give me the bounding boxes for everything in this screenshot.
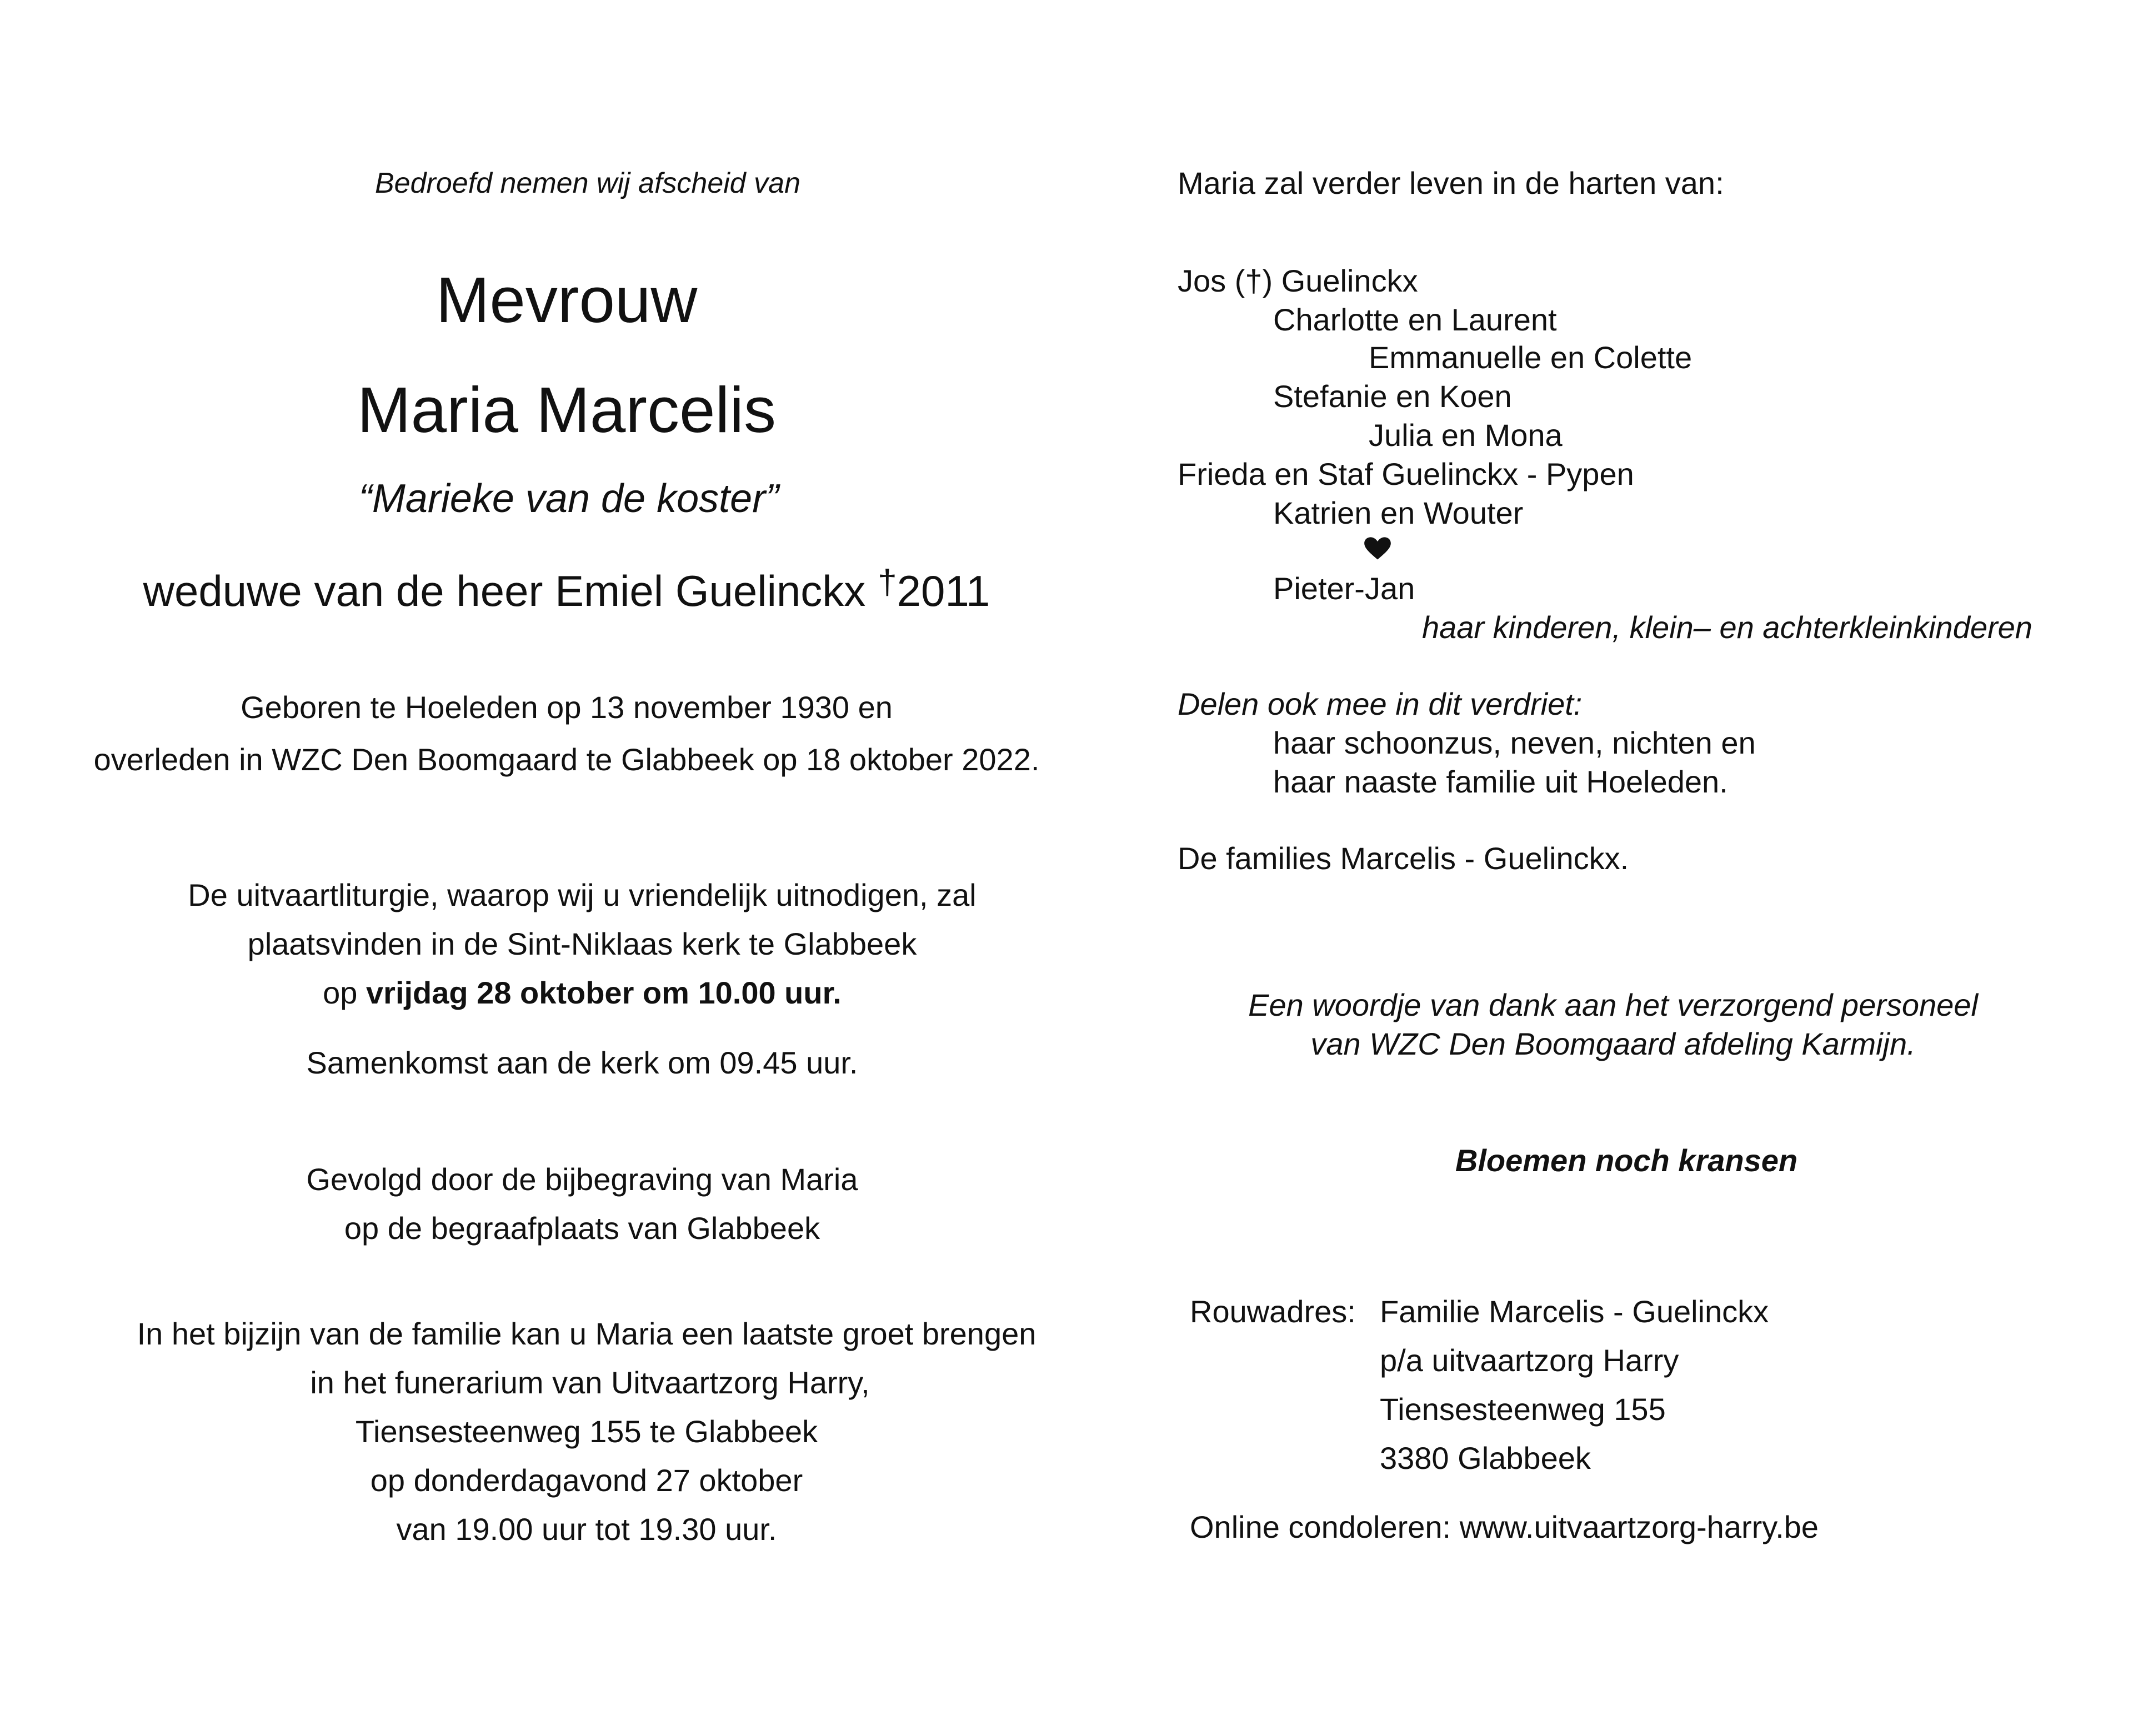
online-condolence: Online condoleren: www.uitvaartzorg-harry.be	[1190, 1509, 1819, 1544]
liturgy-datetime: vrijdag 28 oktober om 10.00 uur.	[366, 975, 842, 1010]
thanks-line-2: van WZC Den Boomgaard afdeling Karmijn.	[1310, 1026, 1916, 1061]
burial-line-2: op de begraafplaats van Glabbeek	[344, 1211, 820, 1246]
share-line-2: haar naaste familie uit Hoeleden.	[1273, 764, 1728, 799]
address-line: Familie Marcelis - Guelinckx	[1380, 1294, 1769, 1329]
visit-line-4: op donderdagavond 27 oktober	[370, 1463, 803, 1498]
birth-line-2: overleden in WZC Den Boomgaard te Glabbeek op 18 oktober 2022.	[93, 742, 1040, 777]
family-member: Katrien en Wouter	[1273, 495, 1524, 530]
heart-icon	[1363, 534, 1392, 563]
liturgy-line-2: plaatsvinden in de Sint-Niklaas kerk te Glabbeek	[247, 926, 917, 961]
share-heading: Delen ook mee in dit verdriet:	[1178, 686, 1583, 721]
family-heading: Maria zal verder leven in de harten van:	[1178, 165, 1724, 200]
family-member: Frieda en Staf Guelinckx - Pypen	[1178, 456, 1634, 491]
family-member: Stefanie en Koen	[1273, 379, 1512, 414]
family-member: Jos (†) Guelinckx	[1178, 263, 1418, 298]
deceased-name: Maria Marcelis	[357, 374, 777, 446]
address-label: Rouwadres:	[1190, 1294, 1356, 1329]
nickname-text: “Marieke van de koster”	[358, 476, 779, 521]
burial-line-1: Gevolgd door de bijbegraving van Maria	[306, 1162, 858, 1197]
share-line-1: haar schoonzus, neven, nichten en	[1273, 725, 1756, 760]
cross-icon: †	[877, 563, 897, 601]
liturgy-prefix: op	[323, 975, 366, 1010]
intro-text: Bedroefd nemen wij afscheid van	[374, 167, 801, 199]
visit-line-1: In het bijzijn van de familie kan u Maria een laatste groet brengen	[137, 1316, 1037, 1351]
gathering-text: Samenkomst aan de kerk om 09.45 uur.	[306, 1045, 858, 1080]
family-member: Charlotte en Laurent	[1273, 302, 1557, 337]
widow-year: 2011	[897, 566, 990, 615]
flowers-note: Bloemen noch kransen	[1455, 1143, 1798, 1178]
liturgy-line-1: De uitvaartliturgie, waarop wij u vriendelijk uitnodigen, zal	[188, 877, 977, 912]
family-member: Julia en Mona	[1369, 418, 1563, 453]
address-line: Tiensesteenweg 155	[1380, 1392, 1666, 1427]
address-line: 3380 Glabbeek	[1380, 1441, 1591, 1476]
title-text: Mevrouw	[435, 264, 698, 336]
birth-line-1: Geboren te Hoeleden op 13 november 1930 en	[241, 690, 893, 725]
visit-line-2: in het funerarium van Uitvaartzorg Harry,	[310, 1365, 870, 1400]
liturgy-line-3	[323, 977, 842, 1009]
thanks-line-1: Een woordje van dank aan het verzorgend personeel	[1248, 987, 1978, 1022]
family-member: Pieter-Jan	[1273, 571, 1415, 606]
address-line: p/a uitvaartzorg Harry	[1380, 1343, 1679, 1378]
family-caption: haar kinderen, klein– en achterkleinkinderen	[1422, 610, 2032, 645]
visit-line-5: van 19.00 uur tot 19.30 uur.	[396, 1512, 777, 1547]
family-member: Emmanuelle en Colette	[1369, 340, 1693, 375]
visit-line-3: Tiensesteenweg 155 te Glabbeek	[355, 1414, 818, 1449]
widow-line	[143, 565, 990, 613]
widow-prefix: weduwe van de heer Emiel Guelinckx	[143, 566, 878, 615]
families-signature: De families Marcelis - Guelinckx.	[1178, 841, 1629, 876]
